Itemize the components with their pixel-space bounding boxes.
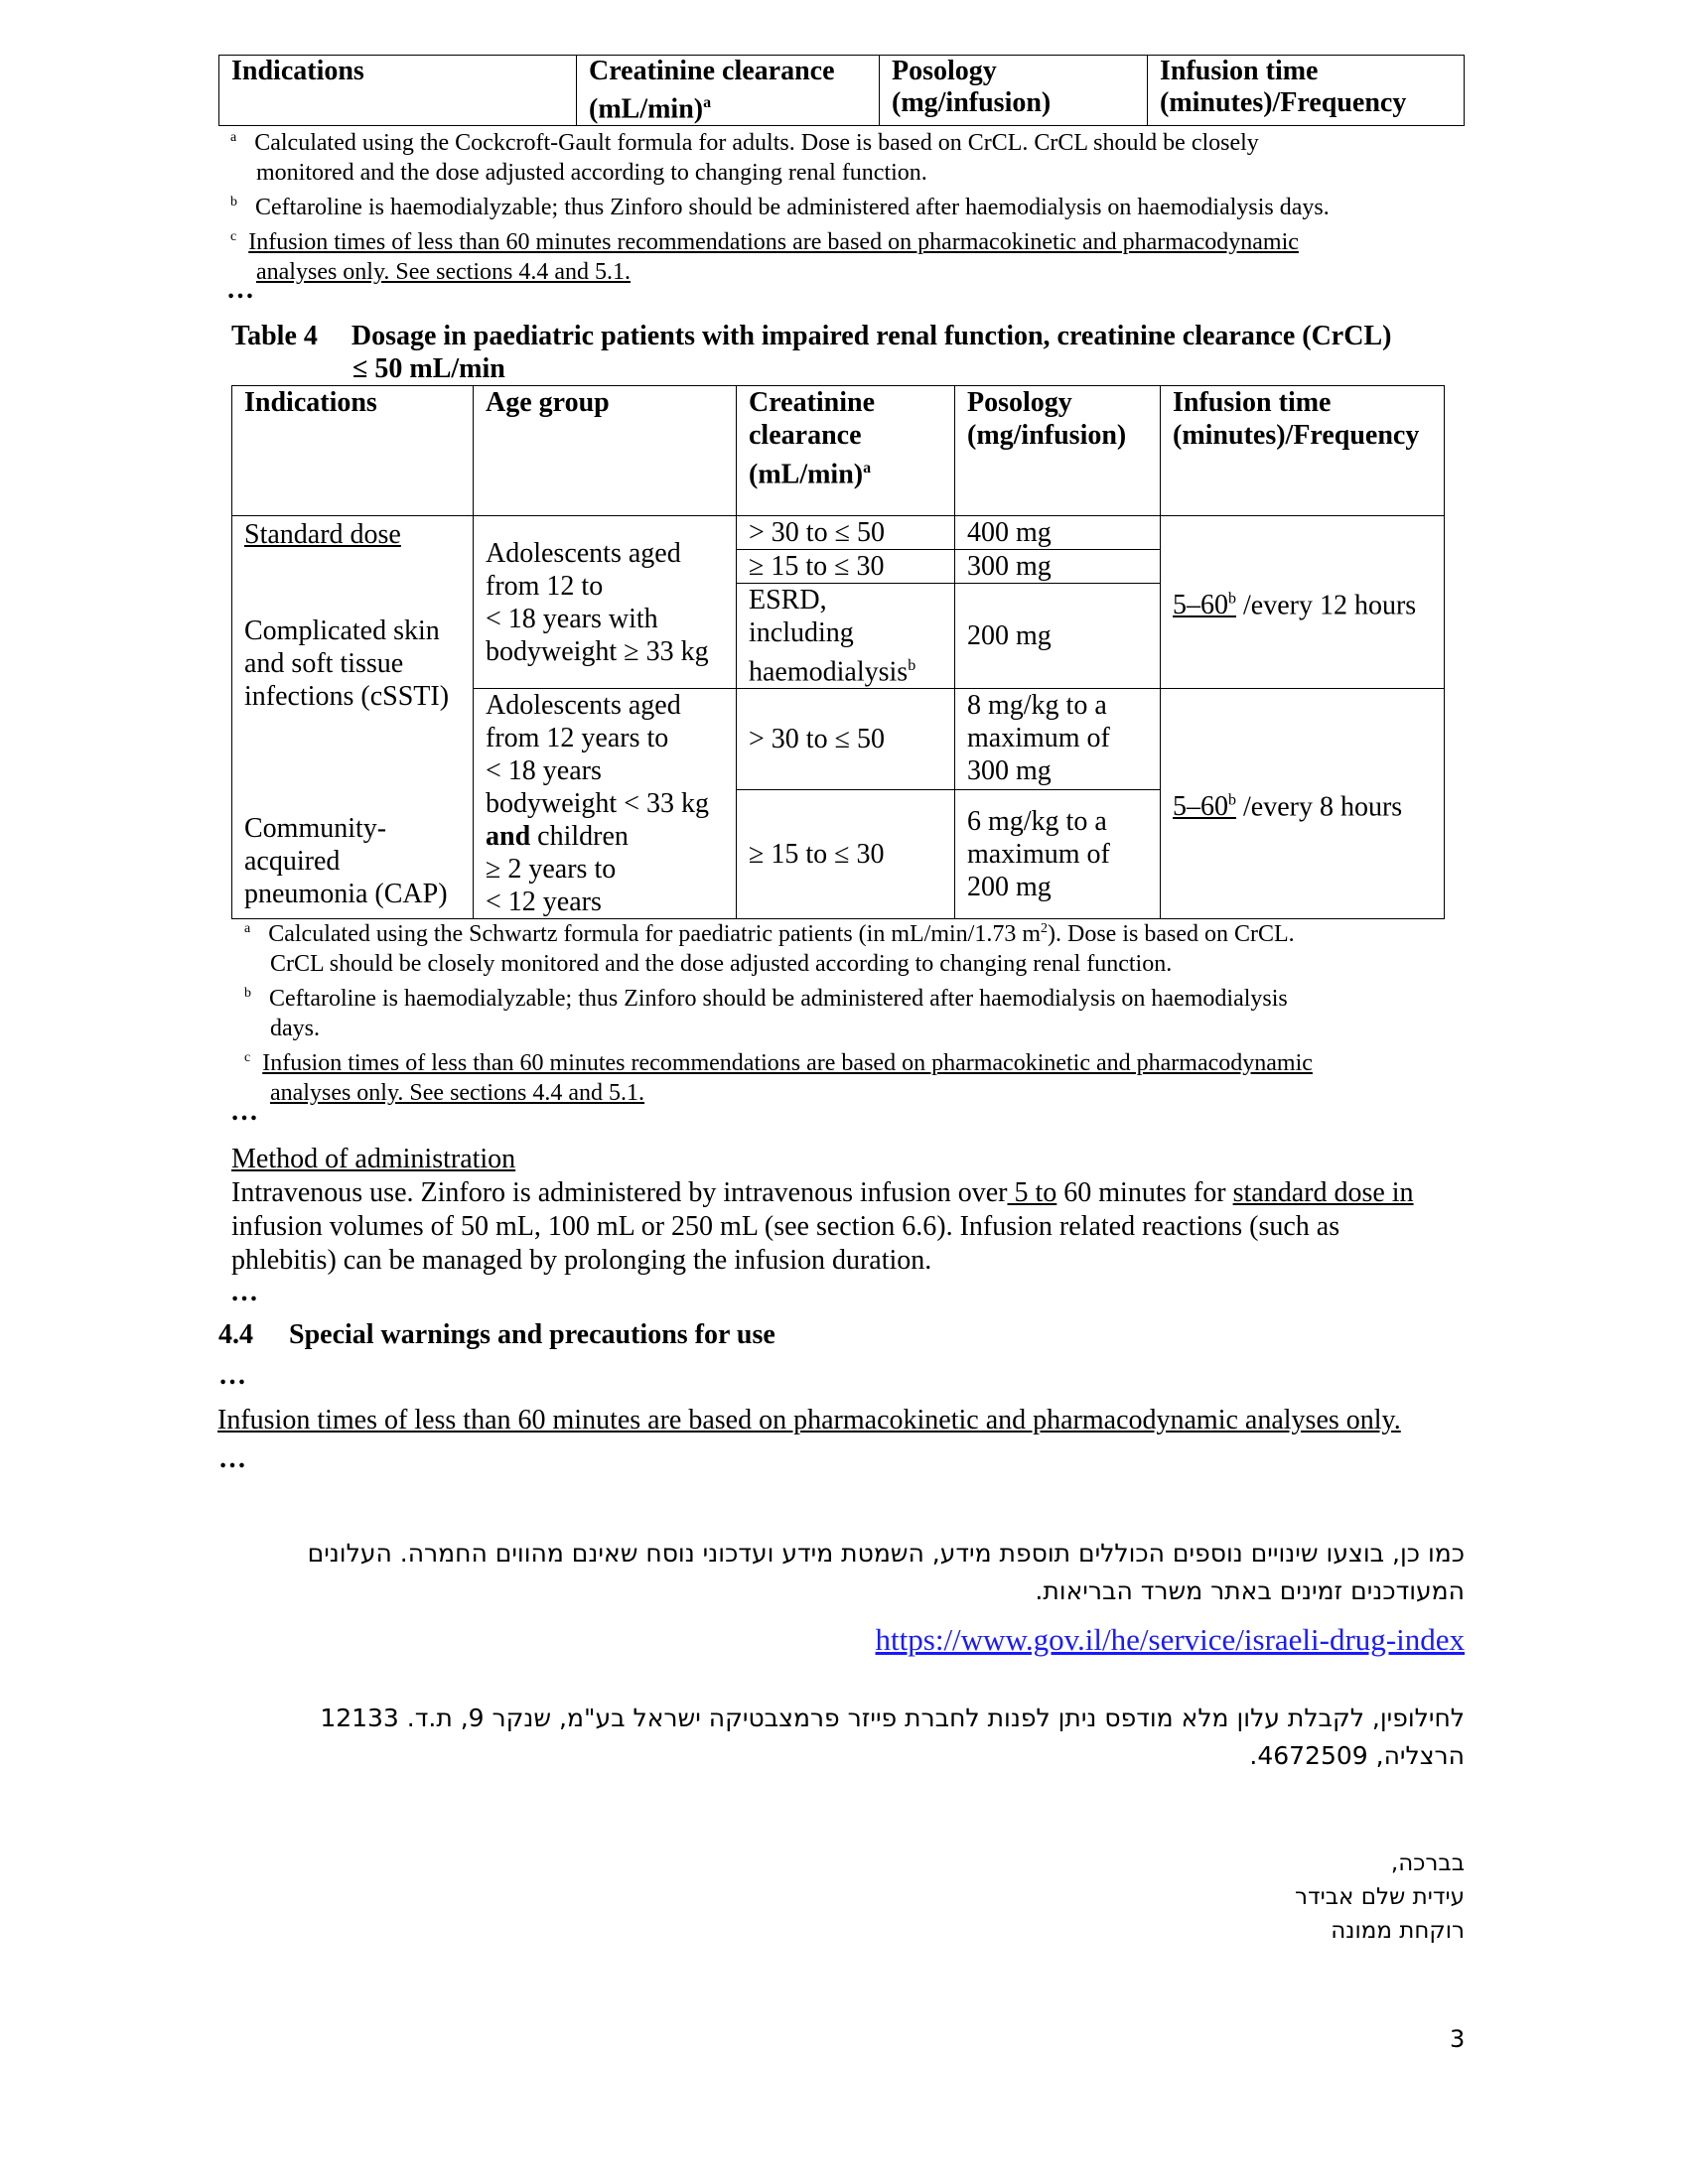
col-infusion-time: Infusion time (minutes)/Frequency [1148, 56, 1465, 126]
crcl-cell: ESRD, including haemodialysis$^b$ [737, 584, 955, 689]
col-posology: Posology (mg/infusion) [880, 56, 1148, 126]
col-creatinine-clearance: Creatinine clearance $(mL/\min)^a$ [737, 386, 955, 516]
table4-caption: Table 4 Dosage in paediatric patients with impaired renal function, creatinine clearance (CrCL) ≤ 50 mL/min [231, 321, 1392, 384]
method-of-administration: Method of administration Intravenous use. Zinforo is administered by intravenous infusion over 5 to 60 minutes for standard dose in infusion volumes of 50 mL, 100 mL or 250 mL (see section 6.6). Infusion related reactions (such as phlebitis) can be managed by prolonging the infusion duration. [231, 1143, 1482, 1278]
col-indications: Indications [219, 56, 577, 126]
table-row [232, 516, 1445, 550]
ellipsis: … [230, 1277, 258, 1307]
posology-cell: 400 mg [955, 516, 1161, 550]
crcl-cell: ≥ 15 to ≤ 30 [737, 790, 955, 919]
ellipsis: … [226, 274, 254, 305]
table1-footnotes: $^a$ Calculated using the Cockcroft-Gault formula for adults. Dose is based on CrCL. CrCL should be closely monitored and the dose adjusted according to changing renal function. $^b$ Ceftaroline is haemodialyzable; thus Zinforo should be administered after haemodialysis on haemodialysis days. $^c$ Infusion times of less than 60 minutes recommendations are based on pharmacokinetic and pharmacodynamic analyses only. See sections 4.4 and 5.1. [230, 130, 1330, 285]
infusion-cell: 5–60$^b$ /every 8 hours [1161, 689, 1445, 919]
crcl-cell: > 30 to ≤ 50 [737, 516, 955, 550]
ellipsis: … [218, 1443, 246, 1474]
drug-index-link-text[interactable]: https://www.gov.il/he/service/israeli-drug-index [875, 1622, 1465, 1657]
crcl-cell: > 30 to ≤ 50 [737, 689, 955, 790]
posology-cell: 6 mg/kg to a maximum of 200 mg [955, 790, 1161, 919]
ellipsis: … [230, 1096, 258, 1127]
age-group-cell: Adolescents aged from 12 years to < 18 years bodyweight < 33 kg and children ≥ 2 years to < 12 years [474, 689, 737, 919]
age-group-cell: Adolescents aged from 12 to < 18 years with bodyweight ≥ 33 kg [474, 516, 737, 689]
method-heading: Method of administration [231, 1144, 516, 1174]
section-4-4-text: Infusion times of less than 60 minutes are based on pharmacokinetic and pharmacodynamic analyses only. [217, 1405, 1401, 1435]
col-creatinine-clearance: Creatinine clearance $(mL/\min)^a$ [577, 56, 880, 126]
col-infusion-time: Infusion time (minutes)/Frequency [1161, 386, 1445, 516]
table-renal-paediatric [231, 385, 1445, 919]
drug-index-link[interactable] [864, 1622, 1465, 1658]
posology-cell: 200 mg [955, 584, 1161, 689]
section-4-4-heading: 4.4 Special warnings and precautions for use [218, 1319, 775, 1350]
table-renal-adults-header [218, 55, 1465, 126]
table4-footnotes: $^a$ Calculated using the Schwartz formula for paediatric patients (in mL/min/1.73 $m^2$). Dose is based on CrCL. CrCL should be closely monitored and the dose adjusted according to changing renal function. $^b$ Ceftaroline is haemodialyzable; thus Zinforo should be administered after haemodialysis on haemodialysis days. $^c$ Infusion times of less than 60 minutes recommendations are based on pharmacokinetic and pharmacodynamic analyses only. See sections 4.4 and 5.1. [244, 921, 1313, 1106]
posology-cell: 300 mg [955, 550, 1161, 584]
indications-cell: Standard dose Complicated skin and soft tissue infections (cSSTI) Community- acquired pneumonia (CAP) [232, 516, 474, 919]
crcl-cell: ≥ 15 to ≤ 30 [737, 550, 955, 584]
posology-cell: 8 mg/kg to a maximum of 300 mg [955, 689, 1161, 790]
signature-block: בברכה, עידית שלם אבידר רוקחת ממונה [1295, 1850, 1465, 1944]
ellipsis: … [218, 1360, 246, 1391]
col-posology: Posology (mg/infusion) [955, 386, 1161, 516]
hebrew-paragraph-2: לחילופין, לקבלת עלון מלא מודפס ניתן לפנות לחברת פייזר פרמצבטיקה ישראל בע"מ, שנקר 9, ת.ד. 12133 הרצליה, 4672509. [320, 1704, 1465, 1770]
col-age-group: Age group [474, 386, 737, 516]
infusion-cell: 5–60$^b$ /every 12 hours [1161, 516, 1445, 689]
hebrew-paragraph-1: כמו כן, בוצעו שינויים נוספים הכוללים תוספת מידע, השמטת מידע ועדכוני נוסח שאינם מהווים החמרה. העלונים המעודכנים זמינים באתר משרד הבריאות. [307, 1539, 1465, 1605]
page-number: 3 [1450, 2025, 1466, 2053]
col-indications: Indications [232, 386, 474, 516]
